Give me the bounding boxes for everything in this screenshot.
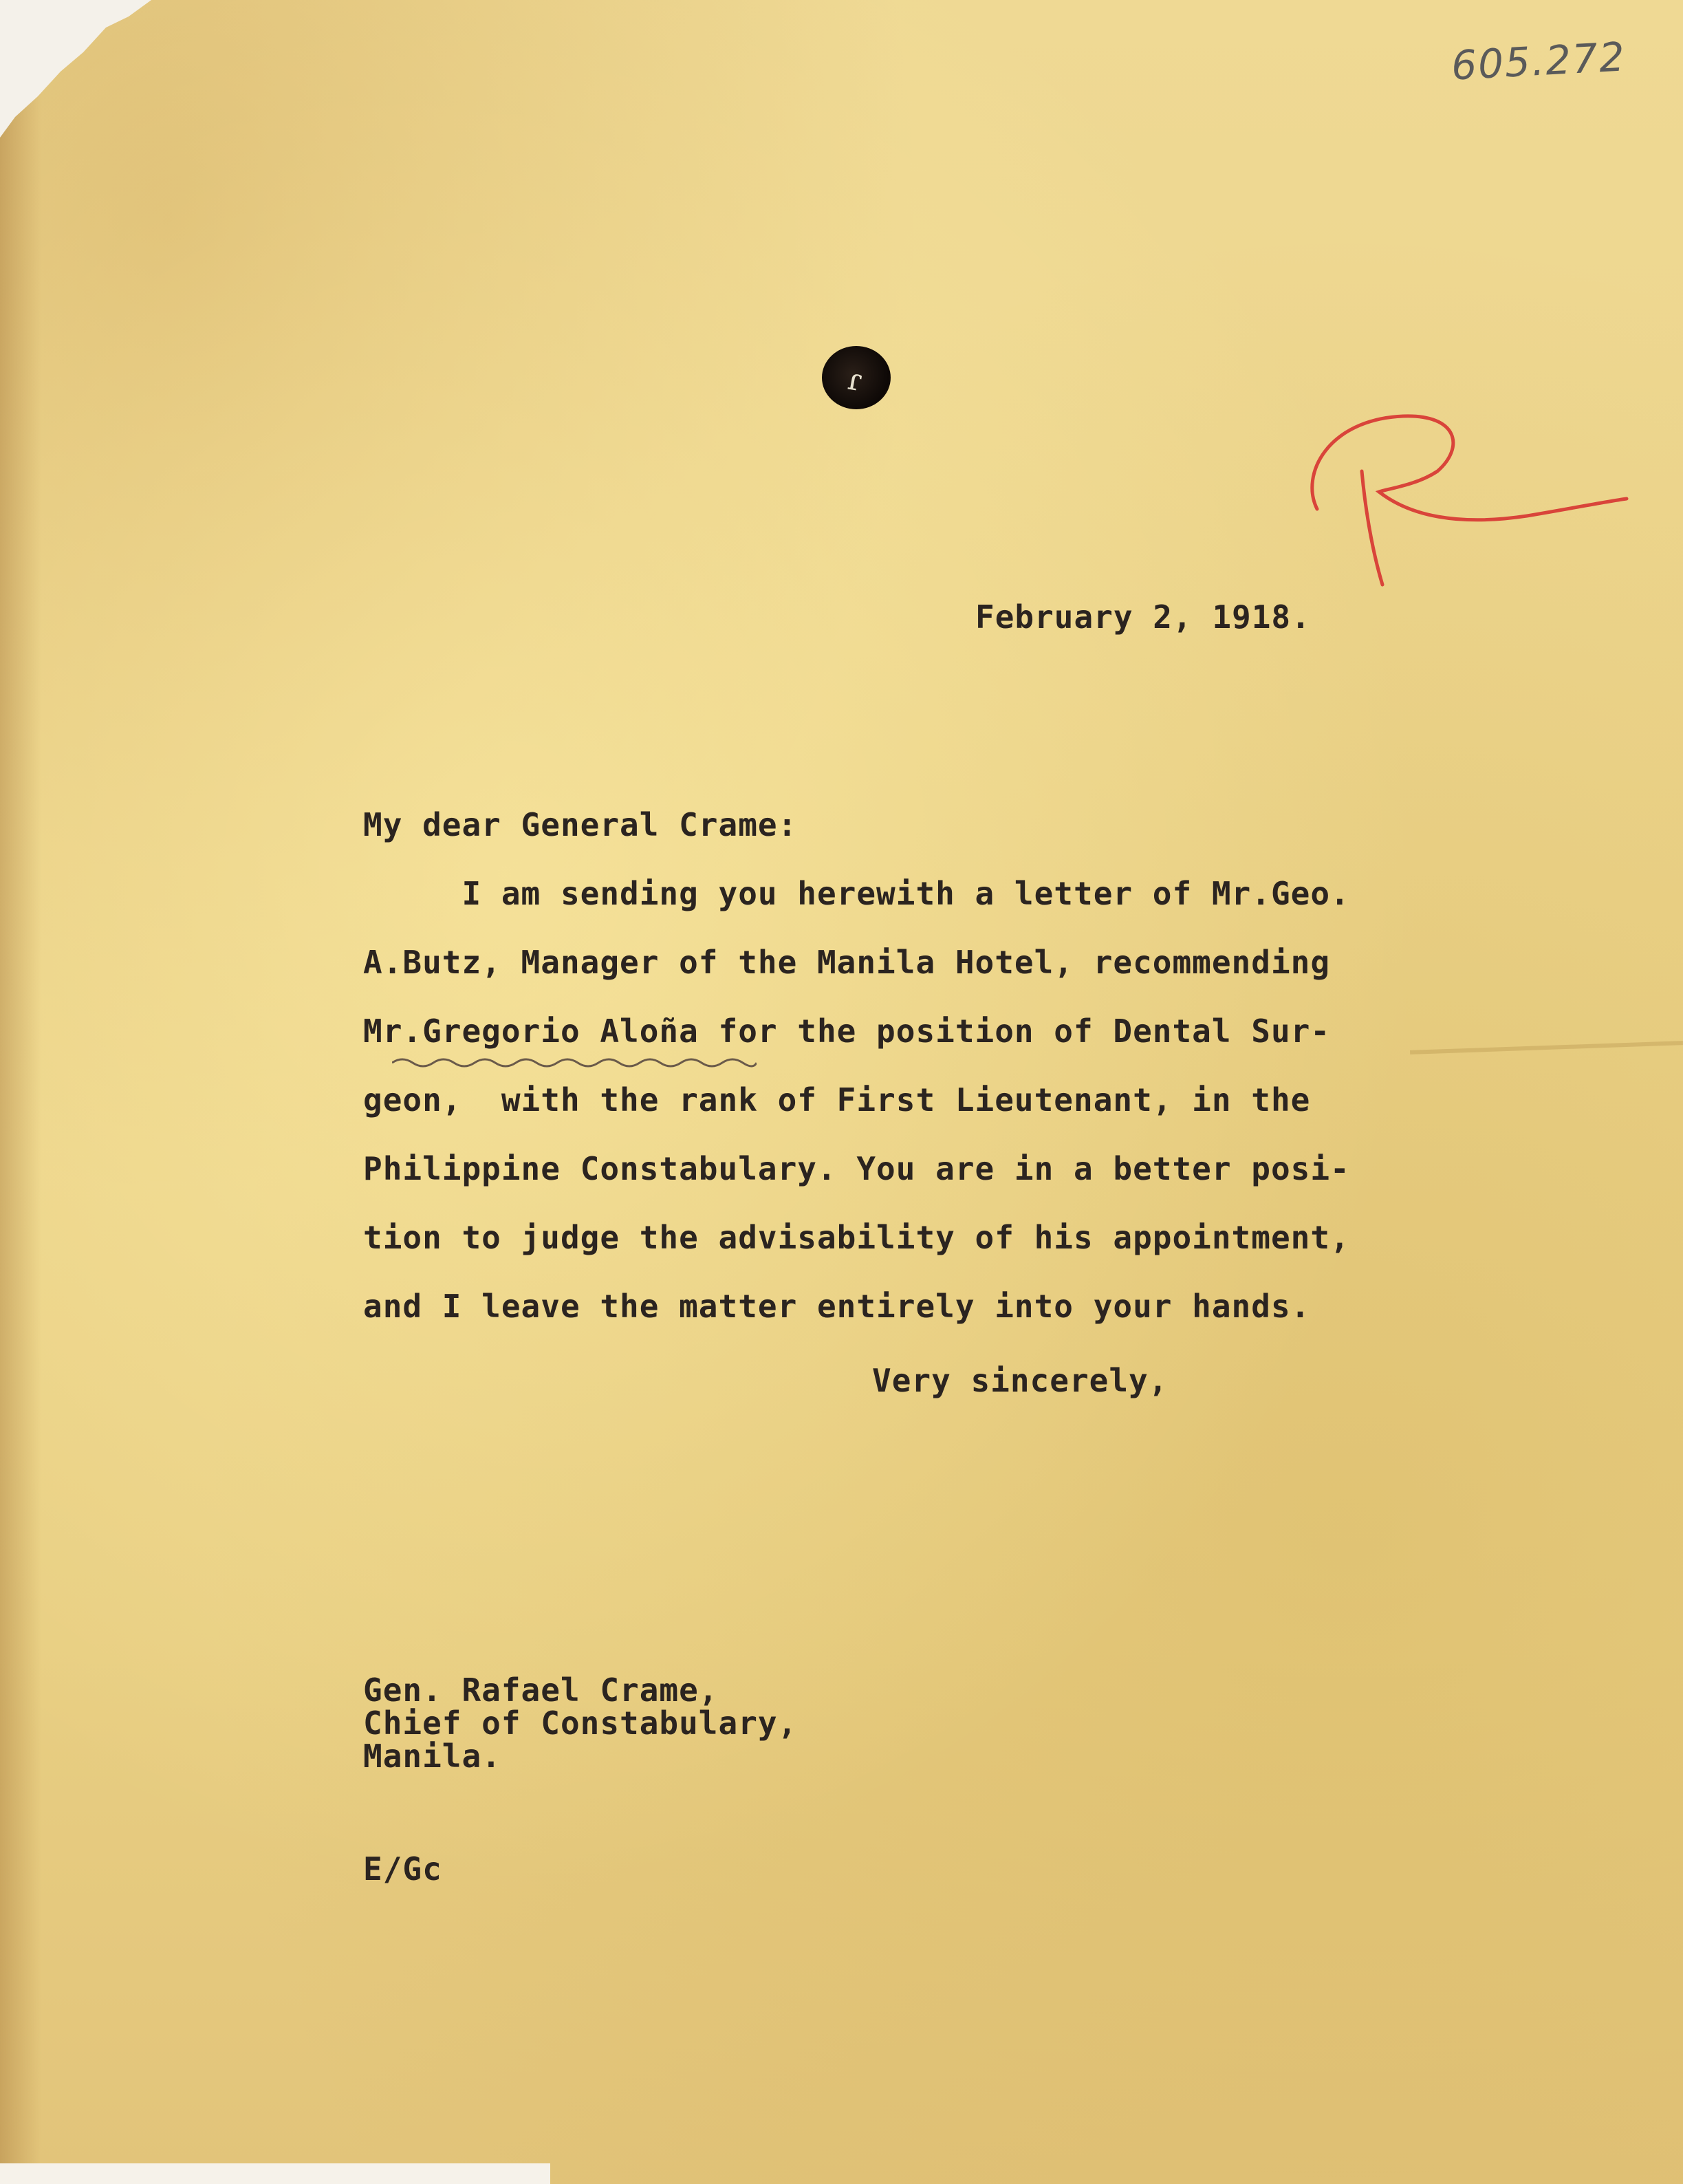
body-line: Philippine Constabulary. You are in a better posi- [363, 1150, 1350, 1187]
edge-stain [0, 0, 41, 2184]
body-line: and I leave the matter entirely into your hands. [363, 1288, 1311, 1325]
punch-hole-glyph: ɾ [845, 361, 865, 399]
body-line: A.Butz, Manager of the Manila Hotel, recommending [363, 944, 1331, 981]
address-line: Manila. [363, 1738, 501, 1775]
fold-crease [1410, 1041, 1683, 1055]
closing: Very sincerely, [872, 1362, 1169, 1399]
scan-footer-strip [0, 2163, 550, 2184]
red-pencil-r-mark [1252, 406, 1637, 612]
body-line: tion to judge the advisability of his appointment, [363, 1219, 1350, 1256]
typist-initials: E/Gc [363, 1850, 442, 1888]
address-line: Chief of Constabulary, [363, 1705, 798, 1742]
address-line: Gen. Rafael Crame, [363, 1672, 719, 1709]
body-line: Mr.Gregorio Aloña for the position of Dental Sur- [363, 1013, 1331, 1050]
letter-date: February 2, 1918. [975, 598, 1311, 636]
body-line: geon, with the rank of First Lieutenant, in the [363, 1081, 1311, 1118]
body-line: I am sending you herewith a letter of Mr.Geo. [363, 875, 1350, 912]
file-number: 605.272 [1450, 33, 1627, 89]
salutation: My dear General Crame: [363, 806, 798, 843]
wavy-underline [392, 1056, 757, 1070]
